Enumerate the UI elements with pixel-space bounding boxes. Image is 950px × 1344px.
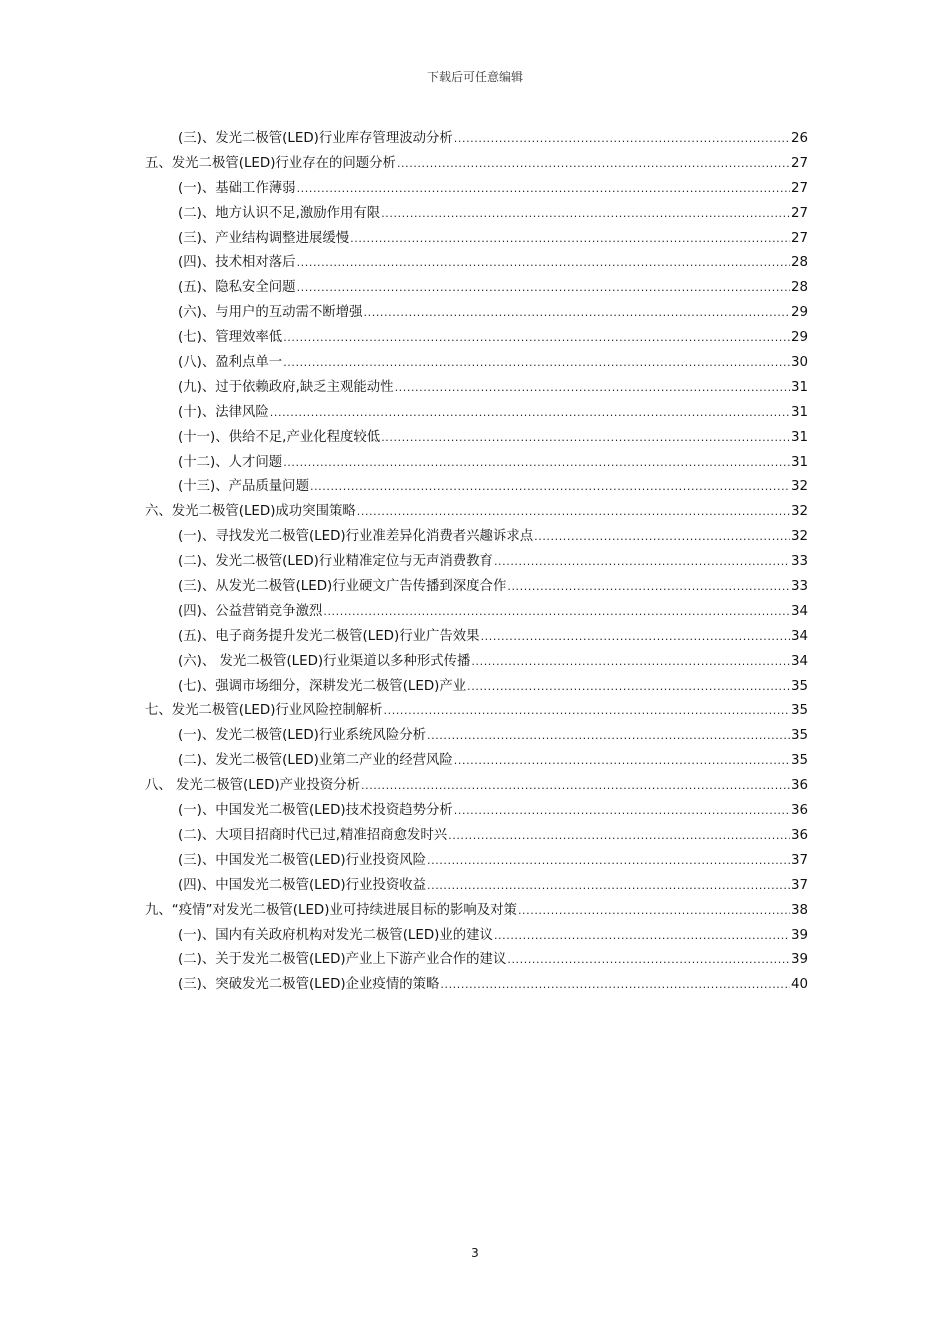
toc-section-entry[interactable]: [145, 326, 808, 351]
toc-section-entry[interactable]: [145, 351, 808, 376]
toc-entry-title: (三)、产业结构调整进展缓慢: [178, 230, 350, 246]
toc-entry-title: (一)、国内有关政府机构对发光二极管(LED)业的建议: [178, 927, 493, 943]
toc-chapter-entry[interactable]: [145, 774, 808, 799]
toc-section-entry[interactable]: [145, 749, 808, 774]
toc-dot-leader: [283, 326, 790, 351]
page-number: 3: [471, 1246, 479, 1260]
toc-section-entry[interactable]: [145, 202, 808, 227]
toc-dot-leader: [381, 202, 790, 227]
toc-section-entry[interactable]: [145, 575, 808, 600]
toc-entry-page-number: 27: [790, 155, 808, 171]
toc-section-entry[interactable]: [145, 376, 808, 401]
toc-entry-page-number: 30: [790, 355, 808, 371]
toc-section-entry[interactable]: [145, 824, 808, 849]
toc-entry-page-number: 34: [790, 653, 808, 669]
toc-entry-title: (九)、过于依赖政府,缺乏主观能动性: [178, 379, 394, 395]
toc-entry-title: 六、发光二极管(LED)成功突围策略: [145, 504, 356, 520]
toc-section-entry[interactable]: [145, 475, 808, 500]
toc-entry-page-number: 31: [790, 404, 808, 420]
toc-entry-title: (十一)、供给不足,产业化程度较低: [178, 429, 381, 445]
toc-entry-title: (三)、发光二极管(LED)行业库存管理波动分析: [178, 131, 453, 146]
toc-entry-title: (七)、强调市场细分，深耕发光二极管(LED)产业: [178, 678, 467, 694]
toc-entry-title: (三)、中国发光二极管(LED)行业投资风险: [178, 852, 426, 868]
toc-dot-leader: [397, 152, 790, 177]
toc-section-entry[interactable]: [145, 724, 808, 749]
toc-dot-leader: [481, 625, 790, 650]
toc-section-entry[interactable]: [145, 973, 808, 998]
toc-entry-title: 九、“疫情”对发光二极管(LED)业可持续进展目标的影响及对策: [145, 902, 517, 918]
toc-dot-leader: [507, 575, 790, 600]
toc-section-entry[interactable]: [145, 799, 808, 824]
toc-entry-title: (十二)、人才问题: [178, 454, 283, 470]
toc-dot-leader: [427, 724, 790, 749]
toc-dot-leader: [323, 600, 790, 625]
toc-section-entry[interactable]: [145, 276, 808, 301]
toc-section-entry[interactable]: [145, 650, 808, 675]
toc-entry-title: 五、发光二极管(LED)行业存在的问题分析: [145, 155, 396, 171]
toc-dot-leader: [283, 451, 790, 476]
toc-dot-leader: [494, 924, 790, 949]
toc-entry-page-number: 31: [790, 429, 808, 445]
toc-entry-page-number: 36: [790, 827, 808, 843]
toc-dot-leader: [384, 699, 790, 724]
toc-section-entry[interactable]: [145, 177, 808, 202]
toc-entry-title: (二)、地方认识不足,激励作用有限: [178, 205, 381, 221]
toc-entry-page-number: 28: [790, 280, 808, 296]
toc-chapter-entry[interactable]: [145, 500, 808, 525]
toc-entry-title: (二)、发光二极管(LED)业第二产业的经营风险: [178, 753, 453, 769]
toc-section-entry[interactable]: [145, 426, 808, 451]
toc-entry-page-number: 36: [790, 803, 808, 819]
toc-dot-leader: [270, 401, 790, 426]
toc-dot-leader: [507, 948, 790, 973]
toc-entry-title: (四)、公益营销竞争激烈: [178, 603, 323, 619]
toc-dot-leader: [448, 824, 790, 849]
toc-section-entry[interactable]: [145, 849, 808, 874]
toc-section-entry[interactable]: [145, 127, 808, 152]
toc-entry-page-number: 35: [790, 678, 808, 694]
toc-entry-page-number: 26: [790, 131, 808, 146]
toc-section-entry[interactable]: [145, 874, 808, 899]
toc-dot-leader: [440, 973, 790, 998]
toc-chapter-entry[interactable]: [145, 699, 808, 724]
toc-entry-page-number: 29: [790, 330, 808, 346]
toc-section-entry[interactable]: [145, 625, 808, 650]
toc-chapter-entry[interactable]: [145, 899, 808, 924]
toc-dot-leader: [297, 276, 790, 301]
toc-entry-page-number: 34: [790, 628, 808, 644]
toc-entry-page-number: 27: [790, 230, 808, 246]
toc-entry-title: (六)、与用户的互动需不断增强: [178, 305, 363, 321]
toc-entry-page-number: 34: [790, 603, 808, 619]
toc-entry-title: 八、 发光二极管(LED)产业投资分析: [145, 778, 361, 794]
toc-dot-leader: [395, 376, 790, 401]
toc-dot-leader: [454, 749, 790, 774]
toc-entry-title: (一)、中国发光二极管(LED)技术投资趋势分析: [178, 803, 453, 819]
toc-entry-title: (六)、 发光二极管(LED)行业渠道以多种形式传播: [178, 653, 471, 669]
toc-dot-leader: [454, 799, 790, 824]
toc-entry-title: 七、发光二极管(LED)行业风险控制解析: [145, 703, 383, 719]
toc-entry-page-number: 31: [790, 454, 808, 470]
page-header: 下载后可任意编辑: [426, 70, 523, 84]
toc-section-entry[interactable]: [145, 550, 808, 575]
toc-entry-page-number: 33: [790, 579, 808, 595]
toc-entry-title: (一)、基础工作薄弱: [178, 180, 296, 196]
toc-entry-title: (七)、管理效率低: [178, 330, 283, 346]
toc-entry-title: (一)、发光二极管(LED)行业系统风险分析: [178, 728, 426, 744]
toc-dot-leader: [350, 227, 790, 252]
toc-dot-leader: [283, 351, 790, 376]
toc-entry-page-number: 38: [790, 902, 808, 918]
toc-dot-leader: [310, 475, 790, 500]
toc-entry-page-number: 27: [790, 180, 808, 196]
toc-dot-leader: [357, 500, 790, 525]
toc-entry-title: (十)、法律风险: [178, 404, 269, 420]
toc-entry-page-number: 32: [790, 479, 808, 495]
toc-entry-title: (二)、大项目招商时代已过,精准招商愈发时兴: [178, 827, 448, 843]
toc-dot-leader: [467, 675, 790, 700]
toc-entry-title: (五)、电子商务提升发光二极管(LED)行业广告效果: [178, 628, 480, 644]
toc-dot-leader: [471, 650, 790, 675]
toc-entry-title: (五)、隐私安全问题: [178, 280, 296, 296]
toc-dot-leader: [454, 127, 790, 152]
toc-entry-title: (三)、突破发光二极管(LED)企业疫情的策略: [178, 977, 440, 993]
toc-dot-leader: [381, 426, 790, 451]
toc-dot-leader: [361, 774, 790, 799]
toc-entry-page-number: 32: [790, 529, 808, 545]
toc-entry-title: (四)、技术相对落后: [178, 255, 296, 271]
toc-section-entry[interactable]: [145, 251, 808, 276]
toc-section-entry[interactable]: [145, 401, 808, 426]
toc-entry-page-number: 40: [790, 977, 808, 993]
toc-entry-title: (十三)、产品质量问题: [178, 479, 309, 495]
toc-dot-leader: [427, 874, 790, 899]
toc-entry-page-number: 39: [790, 952, 808, 968]
toc-section-entry[interactable]: [145, 227, 808, 252]
toc-entry-title: (八)、盈利点单一: [178, 355, 283, 371]
toc-dot-leader: [297, 251, 790, 276]
toc-entry-page-number: 39: [790, 927, 808, 943]
toc-section-entry[interactable]: [145, 948, 808, 973]
toc-section-entry[interactable]: [145, 924, 808, 949]
toc-entry-page-number: 33: [790, 554, 808, 570]
toc-section-entry[interactable]: [145, 451, 808, 476]
toc-entry-page-number: 32: [790, 504, 808, 520]
toc-entry-page-number: 31: [790, 379, 808, 395]
toc-entry-title: (二)、关于发光二极管(LED)产业上下游产业合作的建议: [178, 952, 507, 968]
toc-chapter-entry[interactable]: [145, 152, 808, 177]
toc-entry-title: (四)、中国发光二极管(LED)行业投资收益: [178, 877, 426, 893]
toc-entry-page-number: 37: [790, 852, 808, 868]
toc-entry-page-number: 35: [790, 703, 808, 719]
table-of-contents: [145, 127, 808, 998]
toc-entry-page-number: 37: [790, 877, 808, 893]
toc-dot-leader: [534, 525, 790, 550]
toc-dot-leader: [364, 301, 790, 326]
toc-section-entry[interactable]: [145, 301, 808, 326]
toc-entry-title: (二)、发光二极管(LED)行业精准定位与无声消费教育: [178, 554, 493, 570]
toc-entry-page-number: 35: [790, 753, 808, 769]
toc-dot-leader: [518, 899, 790, 924]
toc-entry-title: (一)、寻找发光二极管(LED)行业准差异化消费者兴趣诉求点: [178, 529, 534, 545]
toc-entry-page-number: 35: [790, 728, 808, 744]
toc-section-entry[interactable]: [145, 525, 808, 550]
toc-entry-page-number: 28: [790, 255, 808, 271]
toc-section-entry[interactable]: [145, 675, 808, 700]
toc-dot-leader: [427, 849, 790, 874]
toc-dot-leader: [494, 550, 790, 575]
toc-entry-page-number: 29: [790, 305, 808, 321]
toc-section-entry[interactable]: [145, 600, 808, 625]
toc-entry-page-number: 36: [790, 778, 808, 794]
toc-entry-title: (三)、从发光二极管(LED)行业硬文广告传播到深度合作: [178, 579, 507, 595]
toc-entry-page-number: 27: [790, 205, 808, 221]
toc-dot-leader: [297, 177, 790, 202]
